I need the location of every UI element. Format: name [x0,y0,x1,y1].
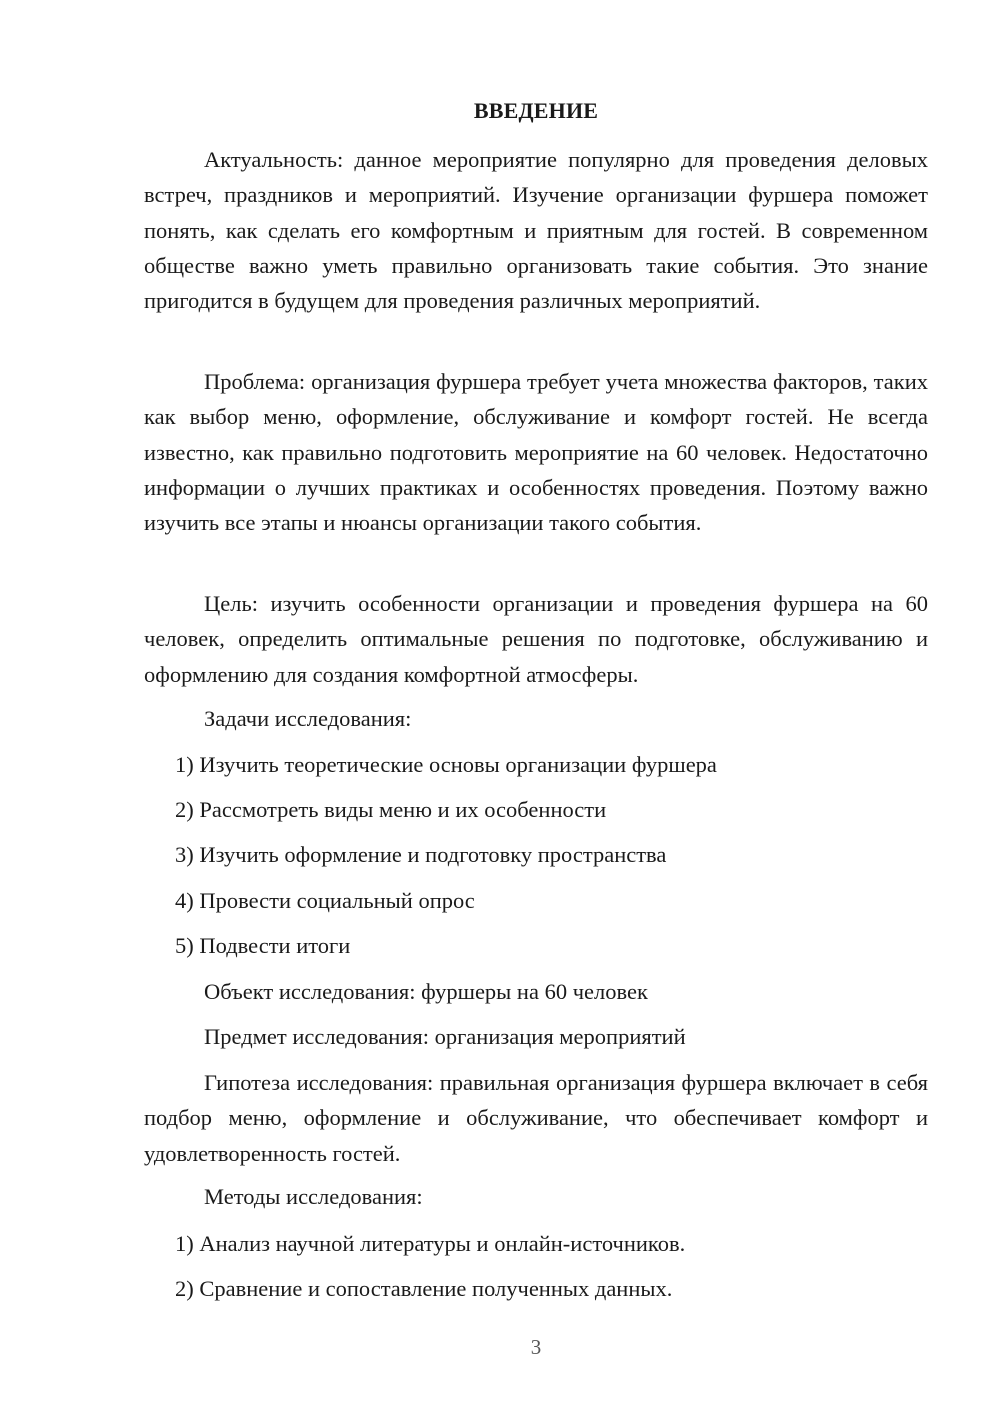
page-title: ВВЕДЕНИЕ [473,98,599,123]
task-item: 5) Подвести итоги [175,933,351,958]
goal-paragraph: Цель: изучить особенности организации и проведения фуршера на 60 человек, определить оптимальные решения по подготовке, обслуживанию и оформлению для создания комфортной атмосферы. [144,591,928,687]
method-item: 2) Сравнение и сопоставление полученных данных. [175,1276,673,1301]
task-item: 4) Провести социальный опрос [175,888,475,913]
page-number: 3 [530,1335,542,1359]
hypothesis-paragraph: Гипотеза исследования: правильная организация фуршера включает в себя подбор меню, оформление и обслуживание, что обеспечивает комфорт и удовлетворенность гостей. [144,1070,928,1166]
research-object: Объект исследования: фуршеры на 60 человек [204,979,648,1004]
relevance-paragraph: Актуальность: данное мероприятие популярно для проведения деловых встреч, праздников и мероприятий. Изучение организации фуршера поможет понять, как сделать его комфортным и приятным для гостей. В современном обществе важно уметь правильно организовать такие события. Это знание пригодится в будущем для проведения различных мероприятий. [144,147,928,314]
method-item: 1) Анализ научной литературы и онлайн-источников. [175,1231,686,1256]
methods-heading: Методы исследования: [204,1184,423,1209]
task-item: 3) Изучить оформление и подготовку пространства [175,842,667,867]
task-item: 2) Рассмотреть виды меню и их особенности [175,797,607,822]
research-subject: Предмет исследования: организация мероприятий [204,1024,686,1049]
problem-paragraph: Проблема: организация фуршера требует учета множества факторов, таких как выбор меню, оформление, обслуживание и комфорт гостей. Не всегда известно, как правильно подготовить мероприятие на 60 человек. Недостаточно информации о лучших практиках и особенностях проведения. Поэтому важно изучить все этапы и нюансы организации такого события. [144,369,928,536]
task-item: 1) Изучить теоретические основы организации фуршера [175,752,717,777]
tasks-heading: Задачи исследования: [204,706,412,731]
